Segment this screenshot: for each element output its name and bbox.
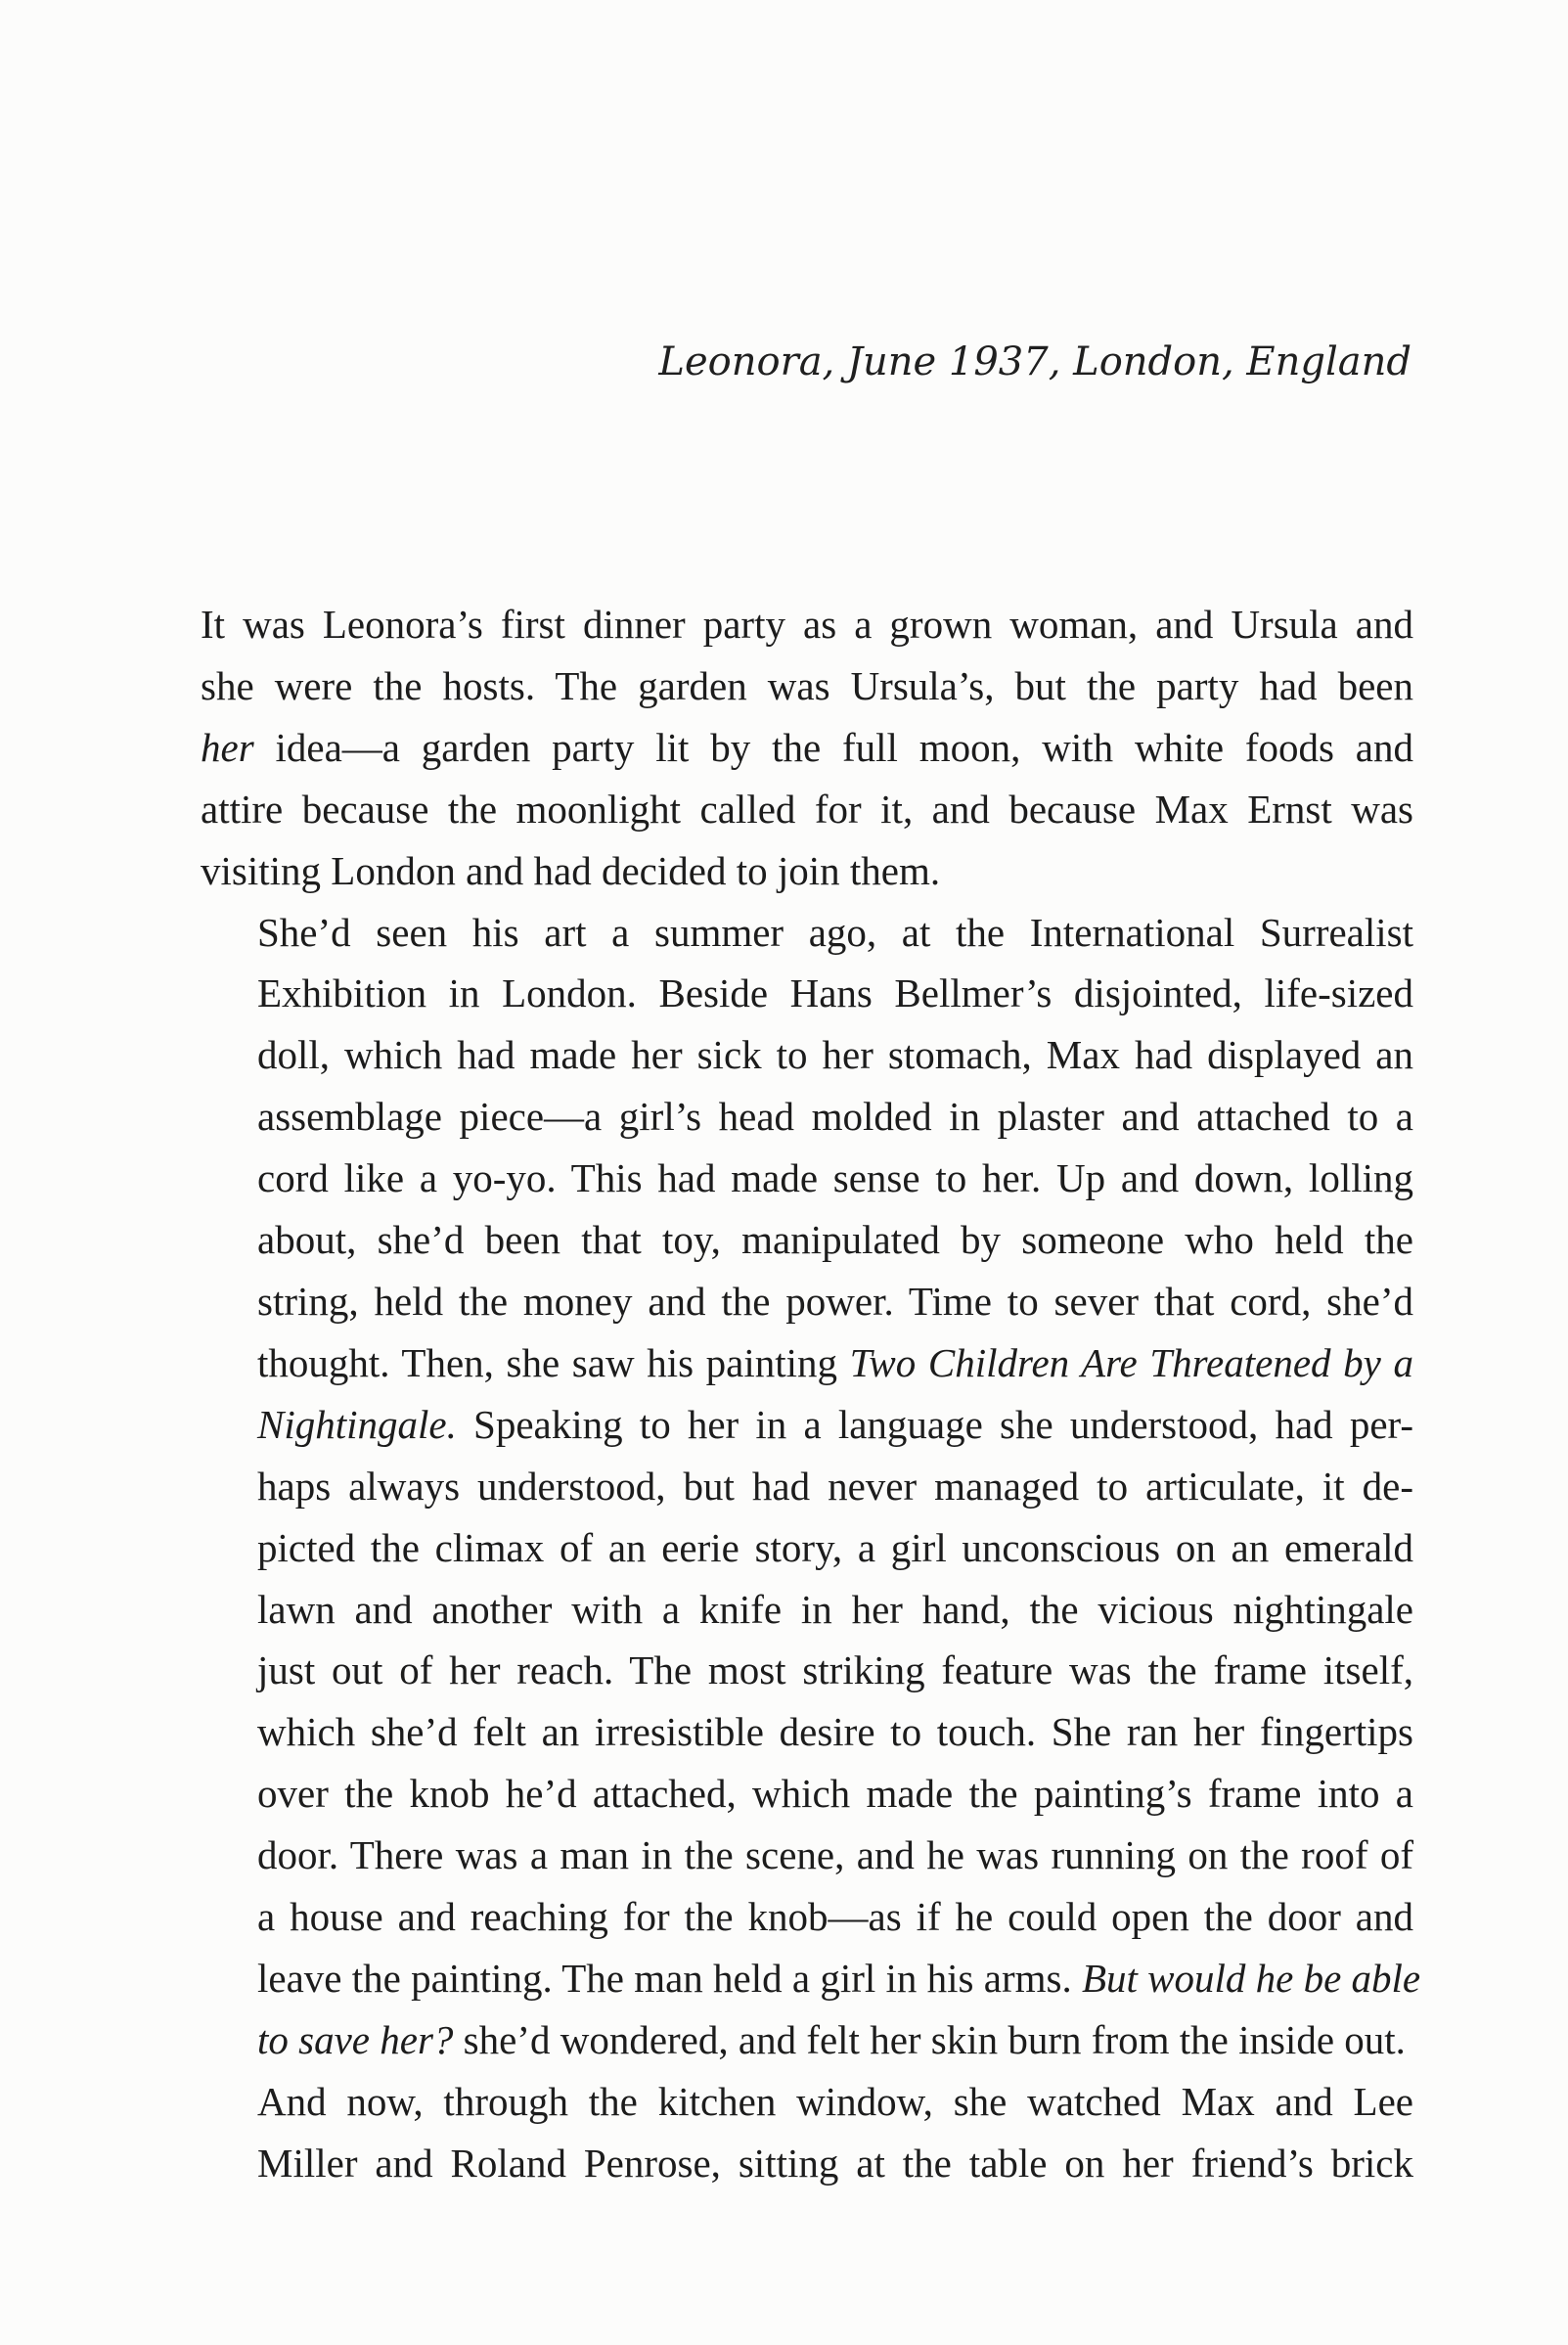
text-line <box>201 1456 1413 1517</box>
text-line <box>201 717 1413 779</box>
text-segment: just out of her reach. The most striking feature was the frame itself, <box>257 1647 1413 1693</box>
text-line <box>201 2071 1413 2133</box>
text-line <box>201 1394 1413 1456</box>
text-line <box>201 963 1413 1024</box>
text-segment: doll, which had made her sick to her stomach, Max had displayed an <box>257 1032 1413 1078</box>
text-segment: about, she’d been that toy, manipulated by someone who held the <box>257 1217 1413 1263</box>
text-line <box>201 1763 1413 1825</box>
text-segment: visiting London and had decided to join them. <box>201 847 941 893</box>
text-segment: It was Leonora’s first dinner party as a grown woman, and Ursula and <box>201 602 1413 647</box>
text-line <box>201 1640 1413 1701</box>
text-line <box>201 1517 1413 1579</box>
text-line <box>201 1148 1413 1209</box>
italic-text: Nightingale. <box>257 1401 457 1447</box>
text-line <box>201 1579 1413 1641</box>
text-segment: string, held the money and the power. Time to sever that cord, she’d <box>257 1278 1413 1324</box>
text-segment: assemblage piece—a girl’s head molded in plaster and attached to a <box>257 1094 1413 1140</box>
text-segment: a house and reaching for the knob—as if he could open the door and <box>257 1894 1413 1940</box>
text-segment: picted the climax of an eerie story, a girl unconscious on an emerald <box>257 1524 1413 1570</box>
text-line <box>201 655 1413 717</box>
chapter-heading: Leonora, June 1937, London, England <box>658 339 1411 384</box>
text-segment: which she’d felt an irresistible desire to touch. She ran her fingertips <box>257 1709 1413 1755</box>
text-line <box>201 840 1413 902</box>
text-line <box>201 2009 1413 2071</box>
text-segment: And now, through the kitchen window, she watched Max and Lee <box>257 2078 1413 2124</box>
text-line <box>201 2133 1413 2194</box>
text-line <box>201 1701 1413 1763</box>
text-line <box>201 1271 1413 1332</box>
text-line <box>201 1209 1413 1271</box>
text-segment: cord like a yo-yo. This had made sense to her. Up and down, lolling <box>257 1155 1413 1201</box>
text-segment: lawn and another with a knife in her hand, the vicious nightingale <box>257 1586 1413 1632</box>
text-segment: over the knob he’d attached, which made the painting’s frame into a <box>257 1771 1413 1817</box>
text-segment: thought. Then, she saw his painting <box>257 1339 850 1385</box>
text-line <box>201 1086 1413 1148</box>
text-segment: She’d seen his art a summer ago, at the International Surrealist <box>257 909 1413 955</box>
text-segment: Exhibition in London. Beside Hans Bellmer’s disjointed, life-sized <box>257 970 1413 1016</box>
text-segment: she were the hosts. The garden was Ursula’s, but the party had been <box>201 662 1413 708</box>
text-segment: haps always understood, but had never managed to articulate, it de- <box>257 1463 1413 1509</box>
italic-text: Two Children Are Threatened by a <box>849 1339 1413 1385</box>
body-text <box>201 594 1421 2194</box>
paragraph <box>201 594 1413 902</box>
text-line <box>201 1948 1421 2009</box>
text-segment: Miller and Roland Penrose, sitting at the table on her friend’s brick <box>257 2140 1413 2186</box>
italic-text: But would he be able <box>1081 1955 1421 2001</box>
text-segment: leave the painting. The man held a girl in his arms. <box>257 1955 1082 2001</box>
text-line <box>201 1886 1413 1948</box>
text-segment: she’d wondered, and felt her skin burn from the inside out. <box>453 2016 1406 2062</box>
italic-text: her <box>201 724 254 770</box>
text-segment: door. There was a man in the scene, and he was running on the roof of <box>257 1832 1413 1878</box>
text-line <box>201 1024 1413 1086</box>
paragraph <box>201 902 1421 2071</box>
text-line <box>201 779 1413 840</box>
text-segment: Speaking to her in a language she understood, had per- <box>456 1401 1413 1447</box>
text-line <box>201 902 1413 964</box>
italic-text: to save her? <box>257 2016 454 2062</box>
text-line <box>201 1825 1413 1886</box>
paragraph <box>201 2071 1413 2194</box>
text-segment: idea—a garden party lit by the full moon, with white foods and <box>253 724 1413 770</box>
text-segment: attire because the moonlight called for it, and because Max Ernst was <box>201 786 1413 832</box>
text-line <box>201 594 1413 655</box>
text-line <box>201 1332 1413 1394</box>
